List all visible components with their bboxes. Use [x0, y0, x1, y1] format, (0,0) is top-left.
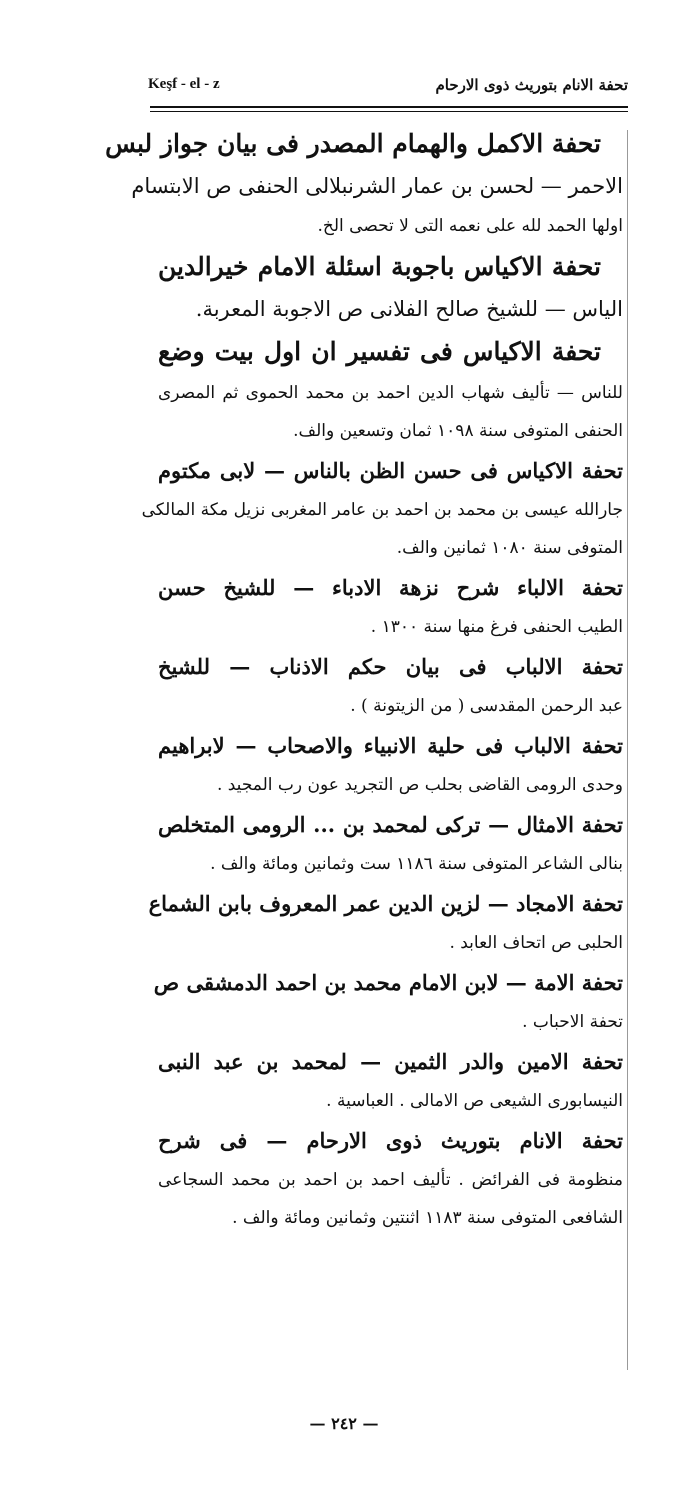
entry-text-line: الاحمر — لحسن بن عمار الشرنبلالى الحنفى ص الابتسام [131, 174, 623, 198]
running-title: تحفة الانام بتوريث ذوى الارحام [435, 76, 628, 94]
entry-text-line: بنالى الشاعر المتوفى سنة ١١٨٦ ست وثمانين ومائة والف . [210, 854, 623, 874]
entry-title-line: تحفة الالباب فى بيان حكم الاذناب — للشيخ [158, 654, 623, 679]
entry-text-line: المتوفى سنة ١٠٨٠ ثمانين والف. [396, 538, 623, 558]
page-number: — ٢٤٢ — [309, 1414, 379, 1433]
entry-text-line: الشافعى المتوفى سنة ١١٨٣ اثنتين وثمانين ومائة والف . [232, 1208, 623, 1228]
bibliography-entry [158, 1120, 623, 1237]
entry-text-line: الطيب الحنفى فرغ منها سنة ١٣٠٠ . [370, 617, 623, 637]
entry-title-line: تحفة الامين والدر الثمين — لمحمد بن عبد النبى [158, 1049, 623, 1074]
bibliography-entry [153, 962, 623, 1041]
entry-text-line: الحلبى ص اتحاف العابد . [449, 933, 623, 953]
entry-text-line: منظومة فى الفرائض . تأليف احمد بن احمد بن محمد السجاعى [158, 1170, 623, 1190]
entry-title-line: تحفة الانام بتوريث ذوى الارحام — فى شرح [158, 1128, 623, 1153]
bibliography-entry [158, 725, 623, 804]
entry-list [105, 122, 623, 1382]
entry-text-line: النيسابورى الشيعى ص الامالى . العباسية . [326, 1091, 623, 1111]
running-header [148, 76, 628, 102]
entry-title-line: تحفة الامة — لابن الامام محمد بن احمد الدمشقى ص [153, 970, 623, 995]
bibliography-entry [105, 122, 623, 245]
bibliography-entry [158, 330, 623, 450]
entry-title-line: تحفة الالباب فى حلية الانبياء والاصحاب — لابراهيم [158, 733, 623, 758]
entry-text-line: للناس — تأليف شهاب الدين احمد بن محمد الحموى ثم المصرى [158, 383, 623, 403]
entry-title-line: تحفة الاكياس باجوبة اسئلة الامام خيرالدين [158, 252, 601, 281]
header-rule-thin [150, 111, 628, 112]
bibliography-entry [158, 1041, 623, 1120]
entry-text-line: تحفة الاحباب . [522, 1012, 623, 1032]
bibliography-entry [148, 883, 623, 962]
entry-text-line: عبد الرحمن المقدسى ( من الزيتونة ) . [350, 696, 623, 716]
entry-title-line: تحفة الاكياس فى حسن الظن بالناس — لابى مكتوم [158, 458, 623, 483]
bibliography-entry [158, 646, 623, 725]
entry-text-line: جارالله عيسى بن محمد بن احمد بن عامر المغربى نزيل مكة المالكى [141, 500, 623, 520]
entry-title-line: تحفة الاكمل والهمام المصدر فى بيان جواز لبس [105, 129, 601, 158]
book-label: Keşf - el - z [148, 76, 220, 92]
header-rule-thick [150, 106, 628, 108]
entry-text-line: الحنفى المتوفى سنة ١٠٩٨ ثمان وتسعين والف. [293, 421, 623, 441]
bibliography-entry [158, 804, 623, 883]
entry-title-line: تحفة الالباء شرح نزهة الادباء — للشيخ حسن [158, 575, 623, 600]
bibliography-entry [158, 245, 623, 330]
bibliography-entry [141, 450, 623, 567]
entry-text-line: الياس — للشيخ صالح الفلانى ص الاجوبة المعربة. [195, 297, 623, 321]
entry-text-line: اولها الحمد لله على نعمه التى لا تحصى الخ. [317, 216, 623, 236]
entry-text-line: وحدى الرومى القاضى بحلب ص التجريد عون رب المجيد . [216, 775, 623, 795]
entry-title-line: تحفة الامثال — تركى لمحمد بن ... الرومى المتخلص [158, 812, 623, 837]
margin-rule [627, 130, 628, 1370]
bibliography-entry [158, 567, 623, 646]
entry-title-line: تحفة الاكياس فى تفسير ان اول بيت وضع [158, 337, 601, 366]
entry-title-line: تحفة الامجاد — لزين الدين عمر المعروف بابن الشماع [148, 891, 623, 916]
